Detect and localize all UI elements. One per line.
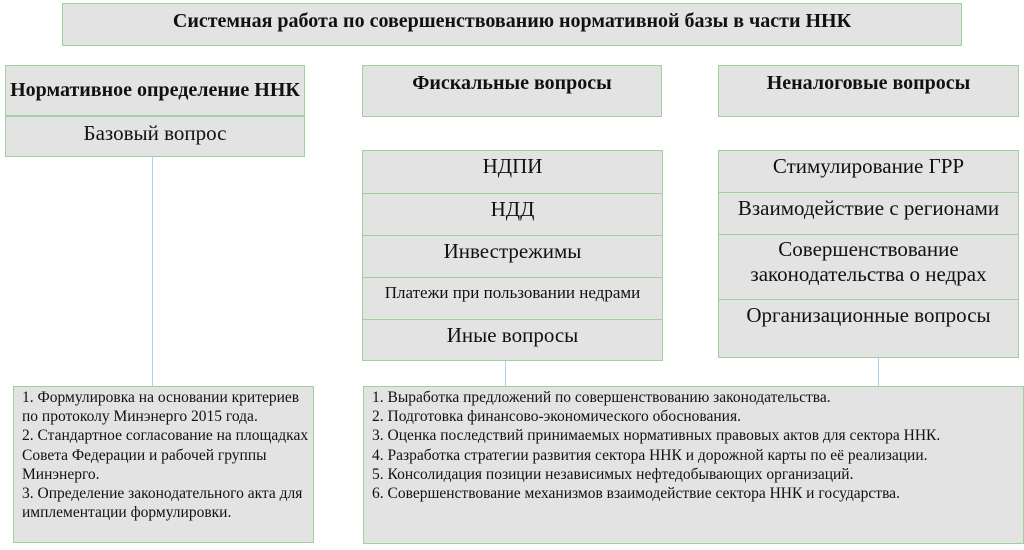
non-tax-item: Организационные вопросы bbox=[746, 303, 991, 327]
fiscal-item: НДД bbox=[363, 194, 662, 236]
subheader-base-question: Базовый вопрос bbox=[5, 116, 305, 157]
shared-work-steps bbox=[363, 386, 1024, 544]
list-item: 4. Разработка стратегии развития сектора ННК и дорожной карты по её реализации. bbox=[372, 446, 928, 464]
connector-middle bbox=[505, 361, 506, 386]
header-non-tax-questions: Неналоговые вопросы bbox=[718, 65, 1019, 117]
non-tax-item: Совершенствование законодательства о недрах bbox=[719, 235, 1018, 300]
non-tax-item: Стимулирование ГРР bbox=[719, 151, 1018, 193]
list-item: 3. Оценка последствий принимаемых нормативных правовых актов для сектора ННК. bbox=[372, 427, 941, 445]
fiscal-item: Инвестрежимы bbox=[363, 236, 662, 278]
header-fiscal-questions: Фискальные вопросы bbox=[362, 65, 662, 117]
list-item: 1. Выработка предложений по совершенствованию законодательства. bbox=[372, 389, 831, 406]
non-tax-items-stack bbox=[718, 150, 1019, 358]
normative-definition-steps bbox=[13, 386, 314, 543]
connector-left bbox=[152, 157, 153, 386]
list-item: 1. Формулировка на основании критериев по протоколу Минэнерго 2015 года. bbox=[22, 389, 300, 426]
non-tax-item: Взаимодействие с регионами bbox=[719, 193, 1018, 235]
fiscal-item: Иные вопросы bbox=[446, 323, 579, 347]
fiscal-items-stack bbox=[362, 150, 663, 361]
list-item: 6. Совершенствование механизмов взаимодействие сектора ННК и государства. bbox=[372, 485, 900, 503]
connector-right bbox=[878, 358, 879, 386]
diagram-title: Системная работа по совершенствованию нормативной базы в части ННК bbox=[62, 3, 962, 46]
list-item: 3. Определение законодательного акта для имплементации формулировки. bbox=[22, 485, 303, 522]
header-normative-definition: Нормативное определение ННК bbox=[5, 65, 305, 116]
list-item: 2. Стандартное согласование на площадках Совета Федерации и рабочей группы Минэнерго. bbox=[22, 427, 309, 483]
fiscal-item: Платежи при пользовании недрами bbox=[363, 278, 662, 320]
fiscal-item: НДПИ bbox=[363, 151, 662, 194]
list-item: 2. Подготовка финансово-экономического обоснования. bbox=[372, 408, 741, 426]
list-item: 5. Консолидация позиции независимых нефтедобывающих организаций. bbox=[372, 465, 854, 483]
